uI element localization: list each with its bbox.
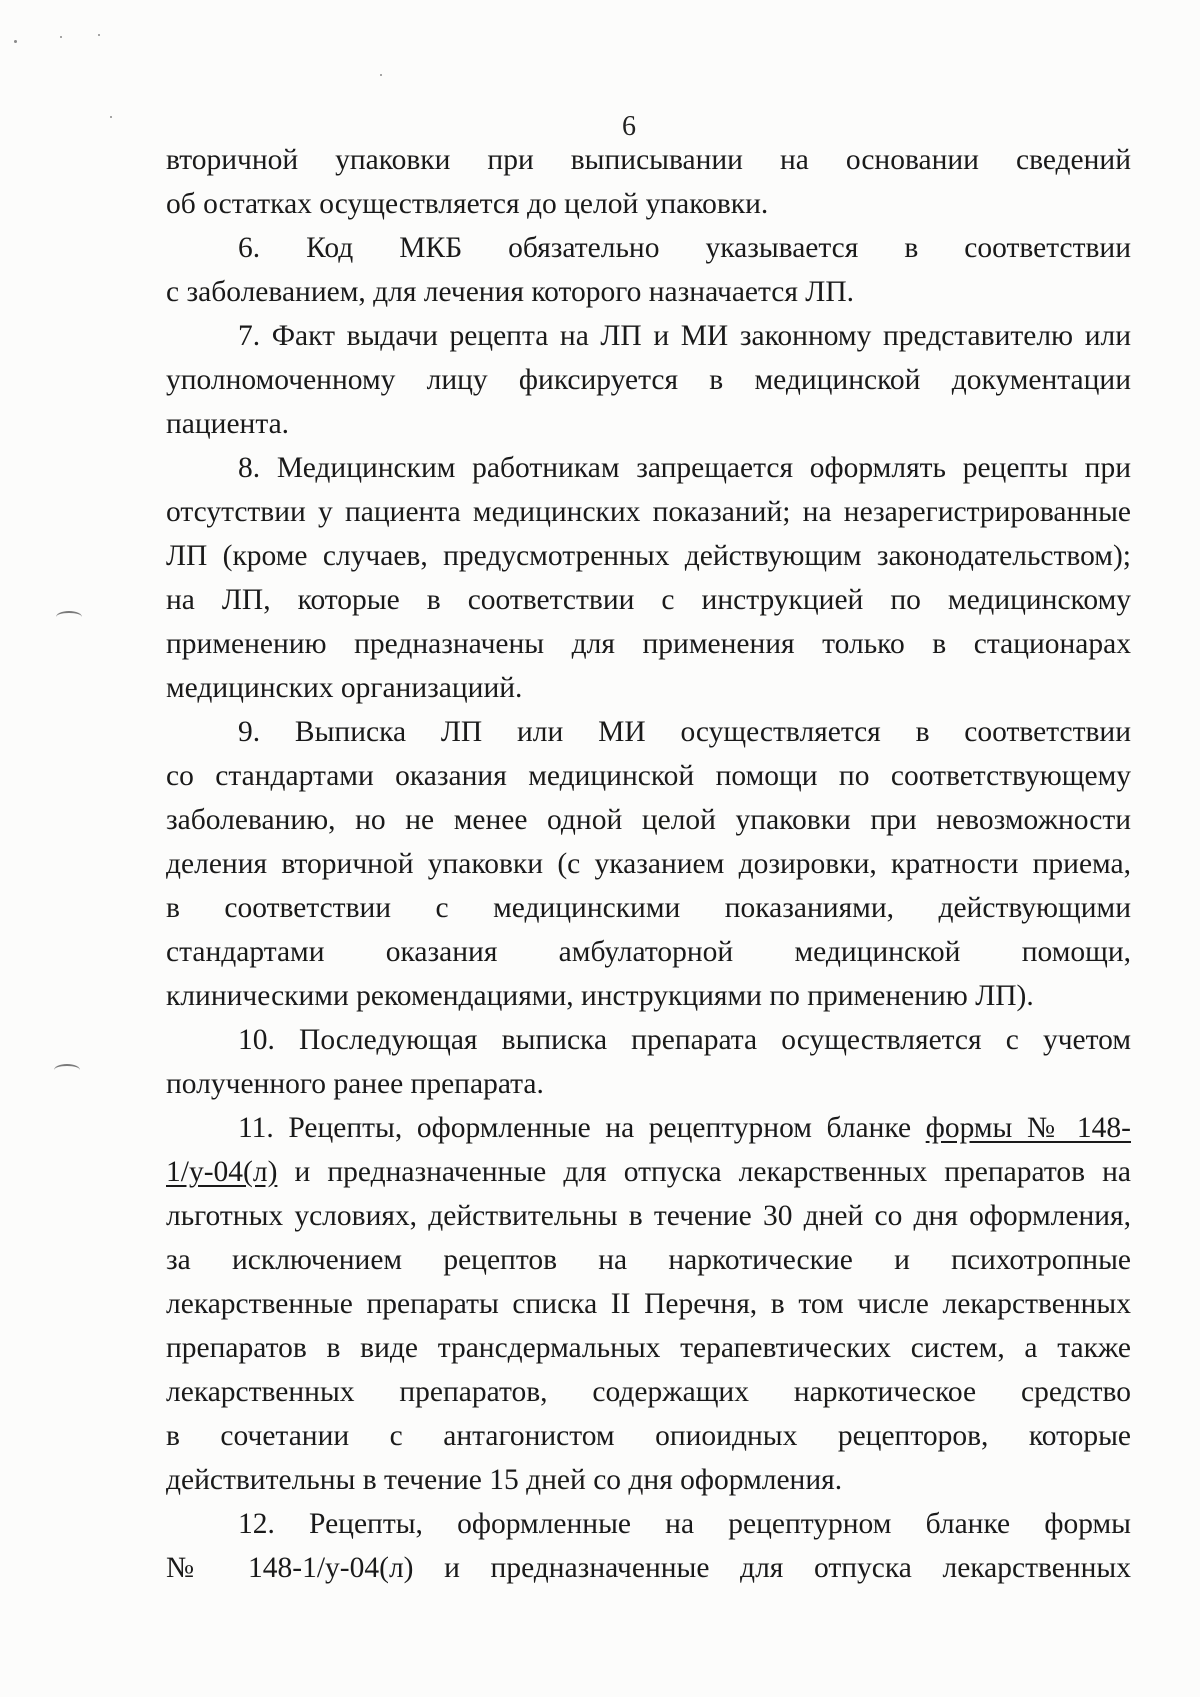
- text-segment: пациента.: [166, 408, 290, 440]
- text-segment: препаратов в виде трансдермальных терапевтических систем, а также: [166, 1332, 1131, 1364]
- paragraph-6: [166, 226, 1131, 314]
- page-number: 6: [622, 111, 636, 142]
- document-body: [166, 138, 1131, 1590]
- text-line: [166, 622, 1131, 666]
- text-segment: 12. Рецепты, оформленные на рецептурном бланке формы: [238, 1508, 1131, 1540]
- text-line: [166, 886, 1131, 930]
- text-segment: об остатках осуществляется до целой упаковки.: [166, 188, 769, 220]
- form-reference-link[interactable]: формы № 148-: [925, 1112, 1131, 1144]
- text-line: [166, 490, 1131, 534]
- text-line: [166, 754, 1131, 798]
- text-line: [166, 1370, 1131, 1414]
- paragraph-12: [166, 1502, 1131, 1590]
- text-line: [166, 1546, 1131, 1590]
- paragraph-8: [166, 446, 1131, 710]
- text-segment: 8. Медицинским работникам запрещается оформлять рецепты при: [238, 452, 1131, 484]
- text-segment: применению предназначены для применения только в стационарах: [166, 628, 1131, 660]
- text-line: [166, 1194, 1131, 1238]
- text-line: [166, 666, 1131, 710]
- text-line: [166, 138, 1131, 182]
- scan-speck: [14, 40, 17, 43]
- text-segment: лекарственные препараты списка II Перечня, в том числе лекарственных: [166, 1288, 1131, 1320]
- paragraph-11: [166, 1106, 1131, 1502]
- text-segment: ЛП (кроме случаев, предусмотренных действующим законодательством);: [166, 540, 1131, 572]
- form-reference-link[interactable]: 1/у-04(л): [166, 1156, 278, 1188]
- text-line: [166, 1414, 1131, 1458]
- text-line: [166, 710, 1131, 754]
- text-segment: и предназначенные для отпуска лекарственных препаратов на: [277, 1156, 1131, 1188]
- text-segment: в сочетании с антагонистом опиоидных рецепторов, которые: [166, 1420, 1131, 1452]
- text-line: [166, 1282, 1131, 1326]
- text-segment: уполномоченному лицу фиксируется в медицинской документации: [166, 364, 1131, 396]
- margin-punch-mark: [56, 611, 82, 623]
- text-segment: отсутствии у пациента медицинских показаний; на незарегистрированные: [166, 496, 1131, 528]
- text-line: [166, 1018, 1131, 1062]
- text-line: [166, 578, 1131, 622]
- text-segment: 7. Факт выдачи рецепта на ЛП и МИ законному представителю или: [238, 320, 1131, 352]
- margin-punch-mark: [54, 1064, 80, 1076]
- text-segment: за исключением рецептов на наркотические и психотропные: [166, 1244, 1131, 1276]
- paragraph-10: [166, 1018, 1131, 1106]
- text-line: [166, 534, 1131, 578]
- text-segment: медицинских организациий.: [166, 672, 523, 704]
- text-line: [166, 446, 1131, 490]
- text-segment: 10. Последующая выписка препарата осуществляется с учетом: [238, 1024, 1131, 1056]
- text-segment: 11. Рецепты, оформленные на рецептурном бланке: [238, 1112, 926, 1144]
- text-line: [166, 182, 1131, 226]
- text-segment: деления вторичной упаковки (с указанием дозировки, кратности приема,: [166, 848, 1131, 880]
- text-segment: заболеванию, но не менее одной целой упаковки при невозможности: [166, 804, 1131, 836]
- text-line: [166, 1150, 1131, 1194]
- text-segment: 6. Код МКБ обязательно указывается в соответствии: [238, 232, 1131, 264]
- paragraph-7: [166, 314, 1131, 446]
- text-segment: со стандартами оказания медицинской помощи по соответствующему: [166, 760, 1131, 792]
- text-segment: клиническими рекомендациями, инструкциями по применению ЛП).: [166, 980, 1034, 1012]
- text-line: [166, 1106, 1131, 1150]
- text-line: [166, 314, 1131, 358]
- scan-speck: [380, 74, 382, 76]
- scan-speck: [98, 34, 100, 36]
- text-line: [166, 842, 1131, 886]
- text-segment: полученного ранее препарата.: [166, 1068, 544, 1100]
- text-segment: в соответствии с медицинскими показаниями, действующими: [166, 892, 1131, 924]
- text-line: [166, 798, 1131, 842]
- text-line: [166, 1502, 1131, 1546]
- text-segment: действительны в течение 15 дней со дня оформления.: [166, 1464, 843, 1496]
- text-line: [166, 1458, 1131, 1502]
- paragraph-continuation: [166, 138, 1131, 226]
- text-line: [166, 930, 1131, 974]
- text-line: [166, 1326, 1131, 1370]
- text-segment: лекарственных препаратов, содержащих наркотическое средство: [166, 1376, 1131, 1408]
- text-segment: на ЛП, которые в соответствии с инструкцией по медицинскому: [166, 584, 1131, 616]
- text-line: [166, 974, 1131, 1018]
- text-line: [166, 226, 1131, 270]
- text-line: [166, 358, 1131, 402]
- scan-speck: [60, 36, 62, 38]
- text-line: [166, 1238, 1131, 1282]
- text-line: [166, 270, 1131, 314]
- paragraph-9: [166, 710, 1131, 1018]
- text-line: [166, 402, 1131, 446]
- text-segment: льготных условиях, действительны в течение 30 дней со дня оформления,: [166, 1200, 1131, 1232]
- text-segment: стандартами оказания амбулаторной медицинской помощи,: [166, 936, 1131, 968]
- text-segment: 9. Выписка ЛП или МИ осуществляется в соответствии: [238, 716, 1131, 748]
- text-segment: с заболеванием, для лечения которого назначается ЛП.: [166, 276, 854, 308]
- text-segment: вторичной упаковки при выписывании на основании сведений: [166, 144, 1131, 176]
- text-line: [166, 1062, 1131, 1106]
- text-segment: № 148-1/у-04(л) и предназначенные для отпуска лекарственных: [166, 1552, 1131, 1584]
